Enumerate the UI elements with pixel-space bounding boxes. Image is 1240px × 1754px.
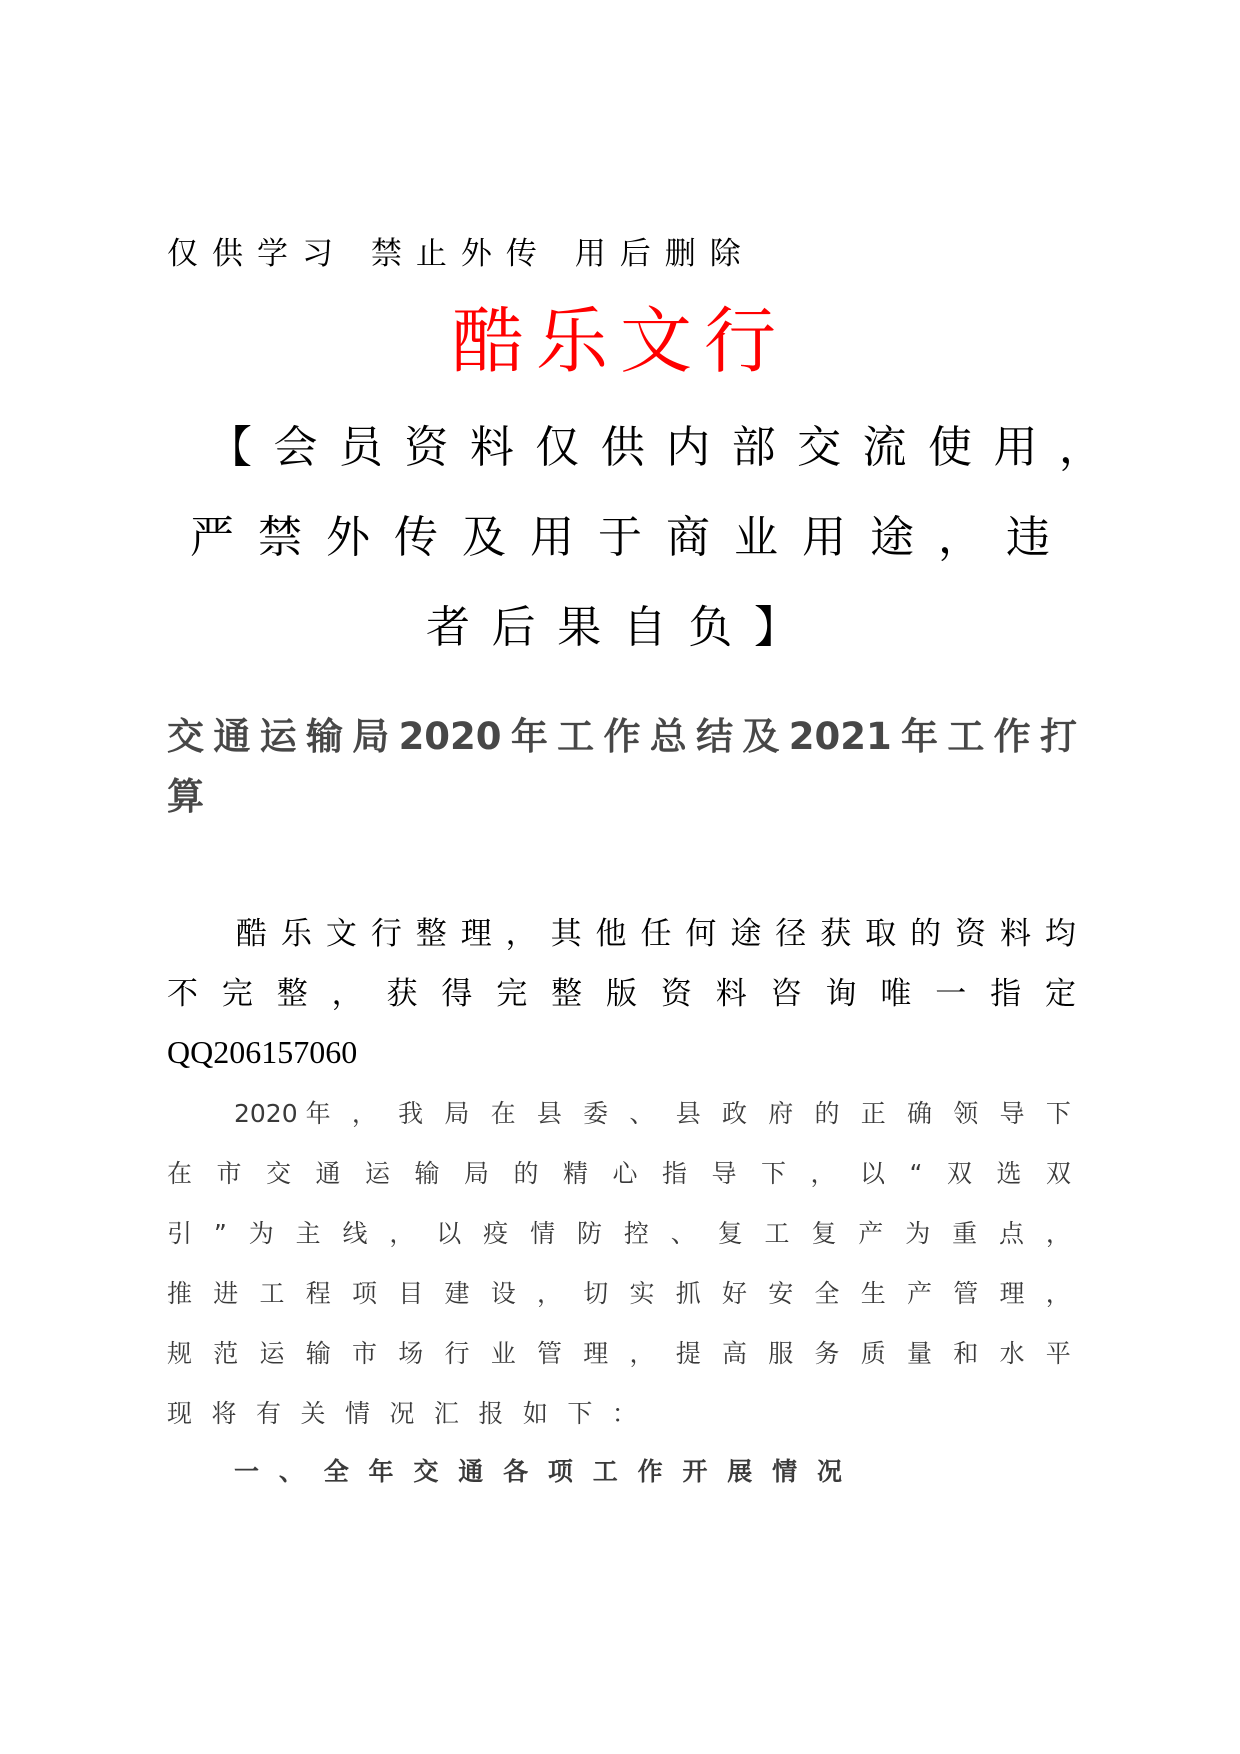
text-glyph: 行: [444, 1339, 470, 1368]
text-glyph: 行: [370, 916, 402, 951]
text-glyph: 场: [398, 1339, 424, 1368]
text-glyph: ，: [629, 1339, 655, 1368]
brand-title: 酷乐文行: [451, 299, 788, 383]
text-glyph: 料: [469, 422, 514, 473]
text-glyph: 及: [462, 512, 506, 563]
intro-contact-qq: QQ206157060: [167, 1034, 358, 1070]
text-glyph: 提: [675, 1339, 701, 1368]
text-glyph: 输: [414, 1159, 440, 1188]
text-glyph: 府: [768, 1099, 794, 1128]
text-glyph: 县: [536, 1099, 562, 1128]
text-glyph: 主: [295, 1219, 321, 1248]
text-glyph: 用: [802, 512, 846, 563]
text-glyph: ，: [331, 976, 363, 1011]
text-glyph: 县: [675, 1099, 701, 1128]
text-glyph: 2021: [788, 715, 892, 758]
text-glyph: 各: [503, 1457, 529, 1486]
text-glyph: 管: [953, 1279, 979, 1308]
text-glyph: 作: [993, 715, 1031, 758]
text-glyph: 途: [730, 916, 762, 951]
text-glyph: 工: [947, 715, 985, 758]
body-paragraph-line-2: [167, 1154, 1071, 1194]
text-glyph: 进: [213, 1279, 239, 1308]
text-glyph: 生: [860, 1279, 886, 1308]
text-glyph: 交: [266, 1159, 292, 1188]
text-glyph: 防: [576, 1219, 602, 1248]
text-glyph: 禁: [258, 512, 302, 563]
text-glyph: 水: [999, 1339, 1025, 1368]
text-glyph: 好: [722, 1279, 748, 1308]
text-glyph: 2020 年: [234, 1099, 331, 1128]
text-glyph: 为: [905, 1219, 931, 1248]
member-warning-line-1: [208, 418, 1103, 478]
text-glyph: 一: [234, 1457, 260, 1486]
text-glyph: 管: [537, 1339, 563, 1368]
text-glyph: 和: [953, 1339, 979, 1368]
text-glyph: ：: [611, 1399, 637, 1428]
text-glyph: 情: [530, 1219, 556, 1248]
text-glyph: 现: [167, 1399, 193, 1428]
text-glyph: 交: [797, 422, 842, 473]
text-glyph: 全: [323, 1457, 349, 1486]
text-glyph: 展: [727, 1457, 753, 1486]
text-glyph: 市: [352, 1339, 378, 1368]
text-glyph: 项: [547, 1457, 573, 1486]
text-glyph: 输: [305, 1339, 331, 1368]
text-glyph: “: [909, 1159, 923, 1188]
text-glyph: 正: [860, 1099, 886, 1128]
text-glyph: 取: [865, 916, 897, 951]
text-glyph: 得: [441, 976, 473, 1011]
text-glyph: 违: [1006, 512, 1050, 563]
text-glyph: 双: [1045, 1159, 1071, 1188]
text-glyph: 负: [688, 602, 733, 653]
text-glyph: 完: [496, 976, 528, 1011]
text-glyph: 不: [167, 976, 198, 1011]
text-glyph: 设: [490, 1279, 516, 1308]
body-paragraph-line-1: [234, 1094, 1071, 1134]
text-glyph: 果: [557, 602, 602, 653]
text-glyph: 选: [996, 1159, 1022, 1188]
text-glyph: 资: [660, 976, 692, 1011]
document-title-line-2: 算: [167, 775, 204, 818]
text-glyph: 的: [910, 916, 942, 951]
text-glyph: 整: [551, 976, 583, 1011]
text-glyph: 部: [731, 422, 776, 473]
text-glyph: 传: [394, 512, 438, 563]
text-glyph: 咨: [770, 976, 802, 1011]
text-glyph: 作: [603, 715, 641, 758]
text-glyph: 用: [530, 512, 574, 563]
text-glyph: 其: [550, 916, 582, 951]
text-glyph: 询: [825, 976, 857, 1011]
body-paragraph-line-3: [167, 1214, 1071, 1254]
text-glyph: 年: [510, 715, 548, 758]
text-glyph: 商: [666, 512, 710, 563]
document-title-line-1: [167, 712, 1077, 762]
text-glyph: 严: [190, 512, 234, 563]
body-paragraph-line-6: [167, 1394, 637, 1434]
text-glyph: 及: [742, 715, 780, 758]
text-glyph: 2020: [398, 715, 502, 758]
text-glyph: 工: [259, 1279, 285, 1308]
text-glyph: ，: [938, 512, 982, 563]
text-glyph: 复: [717, 1219, 743, 1248]
text-glyph: 我: [398, 1099, 424, 1128]
text-glyph: 获: [820, 916, 852, 951]
text-glyph: 领: [953, 1099, 979, 1128]
text-glyph: 市: [216, 1159, 242, 1188]
text-glyph: 后: [491, 602, 536, 653]
text-glyph: 交: [167, 715, 204, 758]
text-glyph: 作: [637, 1457, 663, 1486]
text-glyph: 内: [666, 422, 711, 473]
text-glyph: 将: [211, 1399, 237, 1428]
text-glyph: 打: [1039, 715, 1077, 758]
text-glyph: 在: [167, 1159, 193, 1188]
text-glyph: 目: [398, 1279, 424, 1308]
text-glyph: 心: [612, 1159, 638, 1188]
text-glyph: 使: [927, 422, 972, 473]
text-glyph: 为: [248, 1219, 274, 1248]
text-glyph: 政: [721, 1099, 747, 1128]
text-glyph: 总: [649, 715, 687, 758]
text-glyph: 如: [522, 1399, 548, 1428]
text-glyph: 有: [255, 1399, 281, 1428]
intro-paragraph-line-1: [236, 912, 1076, 956]
text-glyph: 项: [352, 1279, 378, 1308]
text-glyph: 运: [259, 1339, 285, 1368]
text-glyph: 局: [444, 1099, 470, 1128]
body-paragraph-line-5: [167, 1334, 1071, 1374]
text-glyph: 报: [478, 1399, 504, 1428]
text-glyph: 会: [273, 422, 318, 473]
text-glyph: 年: [368, 1457, 394, 1486]
text-glyph: 控: [623, 1219, 649, 1248]
text-glyph: 资: [955, 916, 986, 951]
text-glyph: ，: [537, 1279, 563, 1308]
text-glyph: 均: [1044, 916, 1076, 951]
text-glyph: 完: [221, 976, 253, 1011]
text-glyph: 仅: [535, 422, 580, 473]
text-glyph: ，: [1045, 1279, 1071, 1308]
text-glyph: 何: [685, 916, 717, 951]
text-glyph: 导: [999, 1099, 1025, 1128]
text-glyph: 唯: [880, 976, 912, 1011]
text-glyph: 复: [811, 1219, 837, 1248]
text-glyph: 下: [567, 1399, 593, 1428]
text-glyph: 年: [901, 715, 939, 758]
text-glyph: 精: [563, 1159, 589, 1188]
text-glyph: 量: [907, 1339, 933, 1368]
text-glyph: 高: [722, 1339, 748, 1368]
intro-paragraph-line-2: [167, 972, 1076, 1016]
text-glyph: 工: [764, 1219, 790, 1248]
text-glyph: 情: [772, 1457, 798, 1486]
text-glyph: 料: [999, 916, 1031, 951]
text-glyph: 理: [460, 916, 492, 951]
text-glyph: 的: [513, 1159, 539, 1188]
text-glyph: 疫: [483, 1219, 509, 1248]
text-glyph: 定: [1045, 976, 1076, 1011]
text-glyph: 在: [490, 1099, 516, 1128]
text-glyph: 整: [415, 916, 447, 951]
text-glyph: 途: [870, 512, 914, 563]
text-glyph: 下: [1045, 1099, 1071, 1128]
text-glyph: 双: [946, 1159, 972, 1188]
text-glyph: 务: [814, 1339, 840, 1368]
text-glyph: 以: [436, 1219, 462, 1248]
text-glyph: 用: [993, 422, 1038, 473]
text-glyph: 获: [386, 976, 418, 1011]
text-glyph: 切: [583, 1279, 609, 1308]
text-glyph: 服: [768, 1339, 794, 1368]
section-heading-1: [234, 1452, 842, 1492]
text-glyph: 资: [404, 422, 449, 473]
usage-notice: 仅供学习 禁止外传 用后删除: [167, 236, 755, 272]
text-glyph: 推: [167, 1279, 193, 1308]
text-glyph: 文: [325, 916, 357, 951]
text-glyph: 实: [629, 1279, 655, 1308]
text-glyph: 情: [344, 1399, 370, 1428]
text-glyph: 局: [464, 1159, 490, 1188]
text-glyph: 导: [711, 1159, 737, 1188]
text-glyph: 工: [592, 1457, 618, 1486]
text-glyph: ，: [810, 1159, 836, 1188]
text-glyph: 版: [606, 976, 637, 1011]
text-glyph: 工: [557, 715, 595, 758]
text-glyph: 通: [315, 1159, 341, 1188]
text-glyph: 流: [862, 422, 907, 473]
text-glyph: 径: [775, 916, 807, 951]
text-glyph: 者: [426, 602, 470, 653]
text-glyph: 员: [338, 422, 383, 473]
text-glyph: ，: [389, 1219, 415, 1248]
text-glyph: 料: [715, 976, 747, 1011]
text-glyph: 运: [259, 715, 297, 758]
text-glyph: 重: [952, 1219, 978, 1248]
text-glyph: 下: [761, 1159, 787, 1188]
text-glyph: 【: [208, 422, 252, 473]
text-glyph: 、: [629, 1099, 655, 1128]
text-glyph: 通: [213, 715, 251, 758]
text-glyph: 他: [595, 916, 627, 951]
text-glyph: 引: [167, 1219, 193, 1248]
text-glyph: 交: [413, 1457, 439, 1486]
text-glyph: 确: [907, 1099, 933, 1128]
text-glyph: 全: [814, 1279, 840, 1308]
text-glyph: 的: [814, 1099, 840, 1128]
text-glyph: 局: [352, 715, 390, 758]
text-glyph: 理: [583, 1339, 609, 1368]
text-glyph: 安: [768, 1279, 794, 1308]
text-glyph: 一: [935, 976, 967, 1011]
text-glyph: 委: [583, 1099, 609, 1128]
member-warning-line-2: [190, 508, 1050, 568]
text-glyph: ，: [1058, 422, 1103, 473]
text-glyph: 范: [213, 1339, 239, 1368]
text-glyph: 、: [278, 1457, 304, 1486]
text-glyph: 开: [682, 1457, 708, 1486]
text-glyph: 质: [860, 1339, 886, 1368]
text-glyph: 以: [860, 1159, 886, 1188]
text-glyph: 平: [1045, 1339, 1071, 1368]
text-glyph: 业: [734, 512, 778, 563]
text-glyph: 通: [458, 1457, 484, 1486]
text-glyph: 线: [342, 1219, 368, 1248]
text-glyph: 】: [753, 602, 798, 653]
text-glyph: 点: [998, 1219, 1024, 1248]
text-glyph: 关: [300, 1399, 326, 1428]
text-glyph: 指: [990, 976, 1022, 1011]
text-glyph: 供: [600, 422, 645, 473]
text-glyph: 规: [167, 1339, 193, 1368]
text-glyph: ，: [351, 1099, 377, 1128]
text-glyph: 建: [444, 1279, 470, 1308]
text-glyph: ”: [213, 1219, 227, 1248]
text-glyph: 况: [389, 1399, 415, 1428]
text-glyph: 乐: [280, 916, 312, 951]
body-paragraph-line-4: [167, 1274, 1071, 1314]
text-glyph: 、: [670, 1219, 696, 1248]
text-glyph: 产: [858, 1219, 884, 1248]
text-glyph: ，: [505, 916, 537, 951]
text-glyph: 况: [816, 1457, 842, 1486]
text-glyph: 酷: [236, 916, 267, 951]
text-glyph: 运: [365, 1159, 391, 1188]
text-glyph: 任: [640, 916, 672, 951]
text-glyph: 理: [999, 1279, 1025, 1308]
text-glyph: 汇: [433, 1399, 459, 1428]
text-glyph: 业: [490, 1339, 516, 1368]
text-glyph: 结: [696, 715, 734, 758]
text-glyph: 自: [622, 602, 667, 653]
text-glyph: 指: [662, 1159, 688, 1188]
text-glyph: 输: [305, 715, 343, 758]
text-glyph: 程: [305, 1279, 331, 1308]
text-glyph: 整: [276, 976, 308, 1011]
text-glyph: 产: [907, 1279, 933, 1308]
text-glyph: ，: [1045, 1219, 1071, 1248]
member-warning-line-3: [426, 598, 798, 658]
text-glyph: 于: [598, 512, 642, 563]
text-glyph: 抓: [675, 1279, 701, 1308]
text-glyph: 外: [326, 512, 370, 563]
